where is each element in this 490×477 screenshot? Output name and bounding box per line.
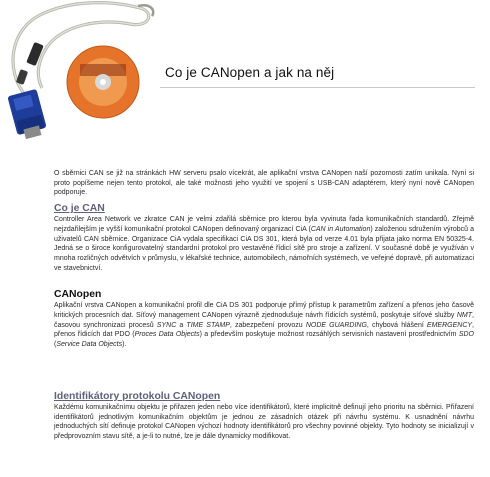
paragraph-canopen: Aplikační vrstva CANopen a komunikační profil dle CiA DS 301 podporuje přímý přístup k parametrům zařízení a přenos jeho časově kritických procesních dat. Síťový management CANopen výrazně zjednodušuje návrh řídicích systémů, poskytuje síťové služby NMT, časovou synchronizaci procesů SYNC a TIME STAMP, zabezpečení provozu NODE GUARDING, chybová hlášení EMERGENCY, přenos řídicích dat PDO (Proces Data Objects) a především poskytuje možnost rozsáhlých servisních nastavení prostřednictvím SDO (Service Data Objects). (54, 302, 474, 349)
usb-can-adapter-image (0, 0, 160, 160)
page-title: Co je CANopen a jak na něj (165, 65, 335, 80)
intro-paragraph: O sběrnici CAN se již na stránkách HW serveru psalo vícekrát, ale aplikační vrstva CANopen naší pozornosti zatím unikala. Nyní si proto popíšeme nejen tento protokol, ale také možnosti jeho využití ve spojení s USB-CAN adaptérem, který nyní nově CANopen podporuje. (54, 170, 474, 197)
title-divider (160, 87, 475, 88)
article-content (54, 169, 474, 442)
heading-identifikatory[interactable]: Identifikátory protokolu CANopen (54, 390, 221, 402)
heading-canopen: CANopen (54, 289, 102, 301)
hero-banner (0, 0, 490, 160)
paragraph-co-je-can: Controller Area Network ve zkratce CAN je velmi zdařilá sběrnice pro kterou byla vyvinuta řada komunikačních standardů. Zřejmě nejzdařilejším je vyšší komunikační protokol CANopen definovaný organizací CiA (CAN in Automation) založenou sdružením výrobců a uživatelů CAN sběrnice. Organizace CiA vydala specifikaci CiA DS 301, která byla od verze 4.01 byla přijata jako norma EN 50325-4. Jedná se o široce konfigurovatelný standardní protokol pro vestavěné řídicí sítě pro stroje a zařízení. V současné době je využíván v mnoha rozličných odvětvích v průmyslu, v lékařské technice, automobilech, námořních systémech, ve veřejné dopravě, při automatizaci ve stavebnictví. (54, 216, 474, 272)
heading-co-je-can[interactable]: Co je CAN (54, 203, 105, 215)
paragraph-identifikatory: Každému komunikačnímu objektu je přiřazen jeden nebo více identifikátorů, které implicitně definují jeho prioritu na sběrnici. Přiřazení identifikátorů jednotlivým komunikačním objektům je jednou ze zásadních otázek při návrhu systému. K usnadnění návrhu jednoduchých sítí definuje protokol CANopen výchozí hodnoty identifikátorů pro všechny povinné objekty. Tyto hodnoty se inicializují v předprovozním stavu sítě, a je-li to nutné, lze je dále dynamicky modifikovat. (54, 403, 474, 440)
